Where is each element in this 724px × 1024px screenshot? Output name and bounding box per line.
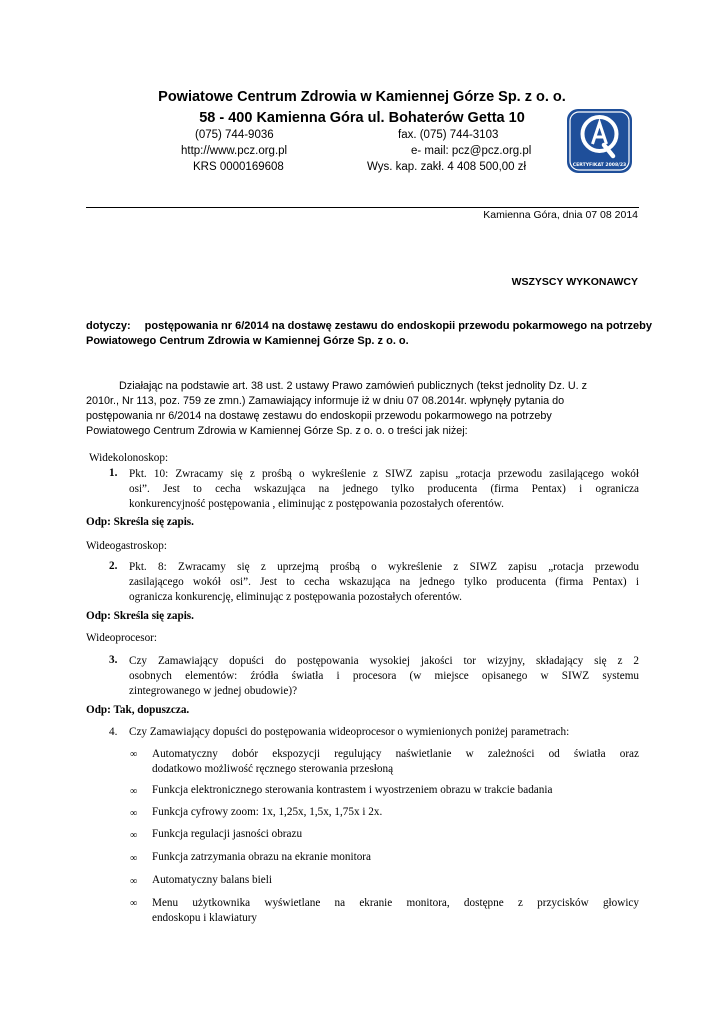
question-line: konkurencyjność postępowania , eliminując z postępowania pozostałych oferentów.: [129, 498, 504, 510]
question-1-text: [129, 467, 639, 512]
intro-line-1: Działając na podstawie art. 38 ust. 2 ustawy Prawo zamówień publicznych (tekst jednolity Dz. U. z: [119, 380, 588, 392]
recipient: WSZYSCY WYKONAWCY: [511, 276, 638, 288]
subject-line-2: Powiatowego Centrum Zdrowia w Kamiennej Górze Sp. z o. o.: [86, 335, 409, 347]
feature-item: [152, 896, 639, 926]
share-capital: Wys. kap. zakł. 4 408 500,00 zł: [367, 161, 527, 173]
feature-line: Automatyczny dobór ekspozycji regulujący naświetlanie w zależności od światła oraz: [152, 748, 639, 760]
question-4-text: Czy Zamawiający dopuści do postępowania wideoprocesor o wymienionych poniżej parametrach:: [129, 726, 570, 738]
feature-item: [152, 747, 639, 777]
email: e- mail: pcz@pcz.org.pl: [411, 145, 532, 157]
infinity-bullet-icon: ∞: [130, 876, 138, 887]
subject-label: dotyczy:: [86, 320, 131, 332]
infinity-bullet-icon: ∞: [130, 830, 138, 841]
infinity-bullet-icon: ∞: [130, 898, 138, 909]
question-number: 4.: [109, 726, 118, 738]
section-heading-gastroscope: Wideogastroskop:: [86, 540, 167, 552]
answer-2: Odp: Skreśla się zapis.: [86, 610, 194, 622]
organization-name: Powiatowe Centrum Zdrowia w Kamiennej Górze Sp. z o. o.: [158, 89, 566, 105]
question-line: osobnych elementów: źródła światła i procesora (w miejsce opisanego w SIWZ systemu: [129, 670, 639, 682]
question-line: Czy Zamawiający dopuści do postępowania wysokiej jakości tor wizyjny, składający się z 2: [129, 655, 639, 667]
question-number: 2.: [109, 560, 118, 572]
question-line: osi”. Jest to cecha wskazująca na jednego tylko producenta (firma Pentax) i ogranicza: [129, 483, 639, 495]
infinity-bullet-icon: ∞: [130, 749, 138, 760]
logo-certificate-text: CERTYFIKAT 2008/23: [572, 163, 627, 168]
infinity-bullet-icon: ∞: [130, 853, 138, 864]
intro-line-3: postępowania nr 6/2014 na dostawę zestawu do endoskopii przewodu pokarmowego na potrzeby: [86, 410, 552, 422]
feature-item: Automatyczny balans bieli: [152, 874, 272, 886]
section-heading-colonoscope: Widekolonoskop:: [89, 452, 169, 464]
section-heading-videoprocessor: Wideoprocesor:: [86, 632, 157, 644]
intro-line-4: Powiatowego Centrum Zdrowia w Kamiennej Górze Sp. z o. o. o treści jak niżej:: [86, 425, 468, 437]
question-number: 3.: [109, 654, 118, 666]
question-line: zasilającego wokół osi”. Jest to cecha wskazująca na jednego tylko producenta (firma Pentax) i: [129, 576, 639, 588]
quality-certificate-logo: [566, 108, 633, 174]
fax: fax. (075) 744-3103: [398, 129, 499, 141]
answer-3: Odp: Tak, dopuszcza.: [86, 704, 190, 716]
feature-line: dodatkowo możliwość ręcznego sterowania przesłoną: [152, 763, 394, 775]
feature-item: Funkcja elektronicznego sterowania kontrastem i wyostrzeniem obrazu w trakcie badania: [152, 784, 553, 796]
intro-line-2: 2010r., Nr 113, poz. 759 ze zmn.) Zamawiający informuje iż w dniu 07 08.2014r. wpłynęły pytania do: [86, 395, 565, 407]
organization-address: 58 - 400 Kamienna Góra ul. Bohaterów Getta 10: [199, 110, 525, 126]
question-3-text: [129, 654, 639, 699]
question-line: zintegrowanego w jednej obudowie)?: [129, 685, 298, 697]
subject-text: postępowania nr 6/2014 na dostawę zestawu do endoskopii przewodu pokarmowego na potrzeby: [144, 320, 652, 332]
infinity-bullet-icon: ∞: [130, 808, 138, 819]
question-line: ogranicza konkurencję, eliminując z postępowania pozostałych oferentów.: [129, 591, 462, 603]
question-2-text: [129, 560, 639, 605]
answer-1: Odp: Skreśla się zapis.: [86, 516, 194, 528]
feature-item: Funkcja regulacji jasności obrazu: [152, 828, 303, 840]
feature-item: Funkcja zatrzymania obrazu na ekranie monitora: [152, 851, 371, 863]
infinity-bullet-icon: ∞: [130, 786, 138, 797]
date-line: Kamienna Góra, dnia 07 08 2014: [483, 209, 638, 221]
question-number: 1.: [109, 467, 118, 479]
krs-number: KRS 0000169608: [193, 161, 284, 173]
header-divider: [86, 207, 639, 208]
feature-item: Funkcja cyfrowy zoom: 1x, 1,25x, 1,5x, 1,75x i 2x.: [152, 806, 383, 818]
question-line: Pkt. 8: Zwracamy się z uprzejmą prośbą o wykreślenie z SIWZ zapisu „rotacja przewodu: [129, 561, 639, 573]
question-line: Pkt. 10: Zwracamy się z prośbą o wykreślenie z SIWZ zapisu „rotacja przewodu zasilającego wokół: [129, 468, 639, 480]
feature-line: Menu użytkownika wyświetlane na ekranie monitora, dostępne z przycisków głowicy: [152, 897, 639, 909]
feature-line: endoskopu i klawiatury: [152, 912, 258, 924]
website: http://www.pcz.org.pl: [181, 145, 288, 157]
phone: (075) 744-9036: [195, 129, 274, 141]
subject-line-1: [86, 320, 652, 332]
